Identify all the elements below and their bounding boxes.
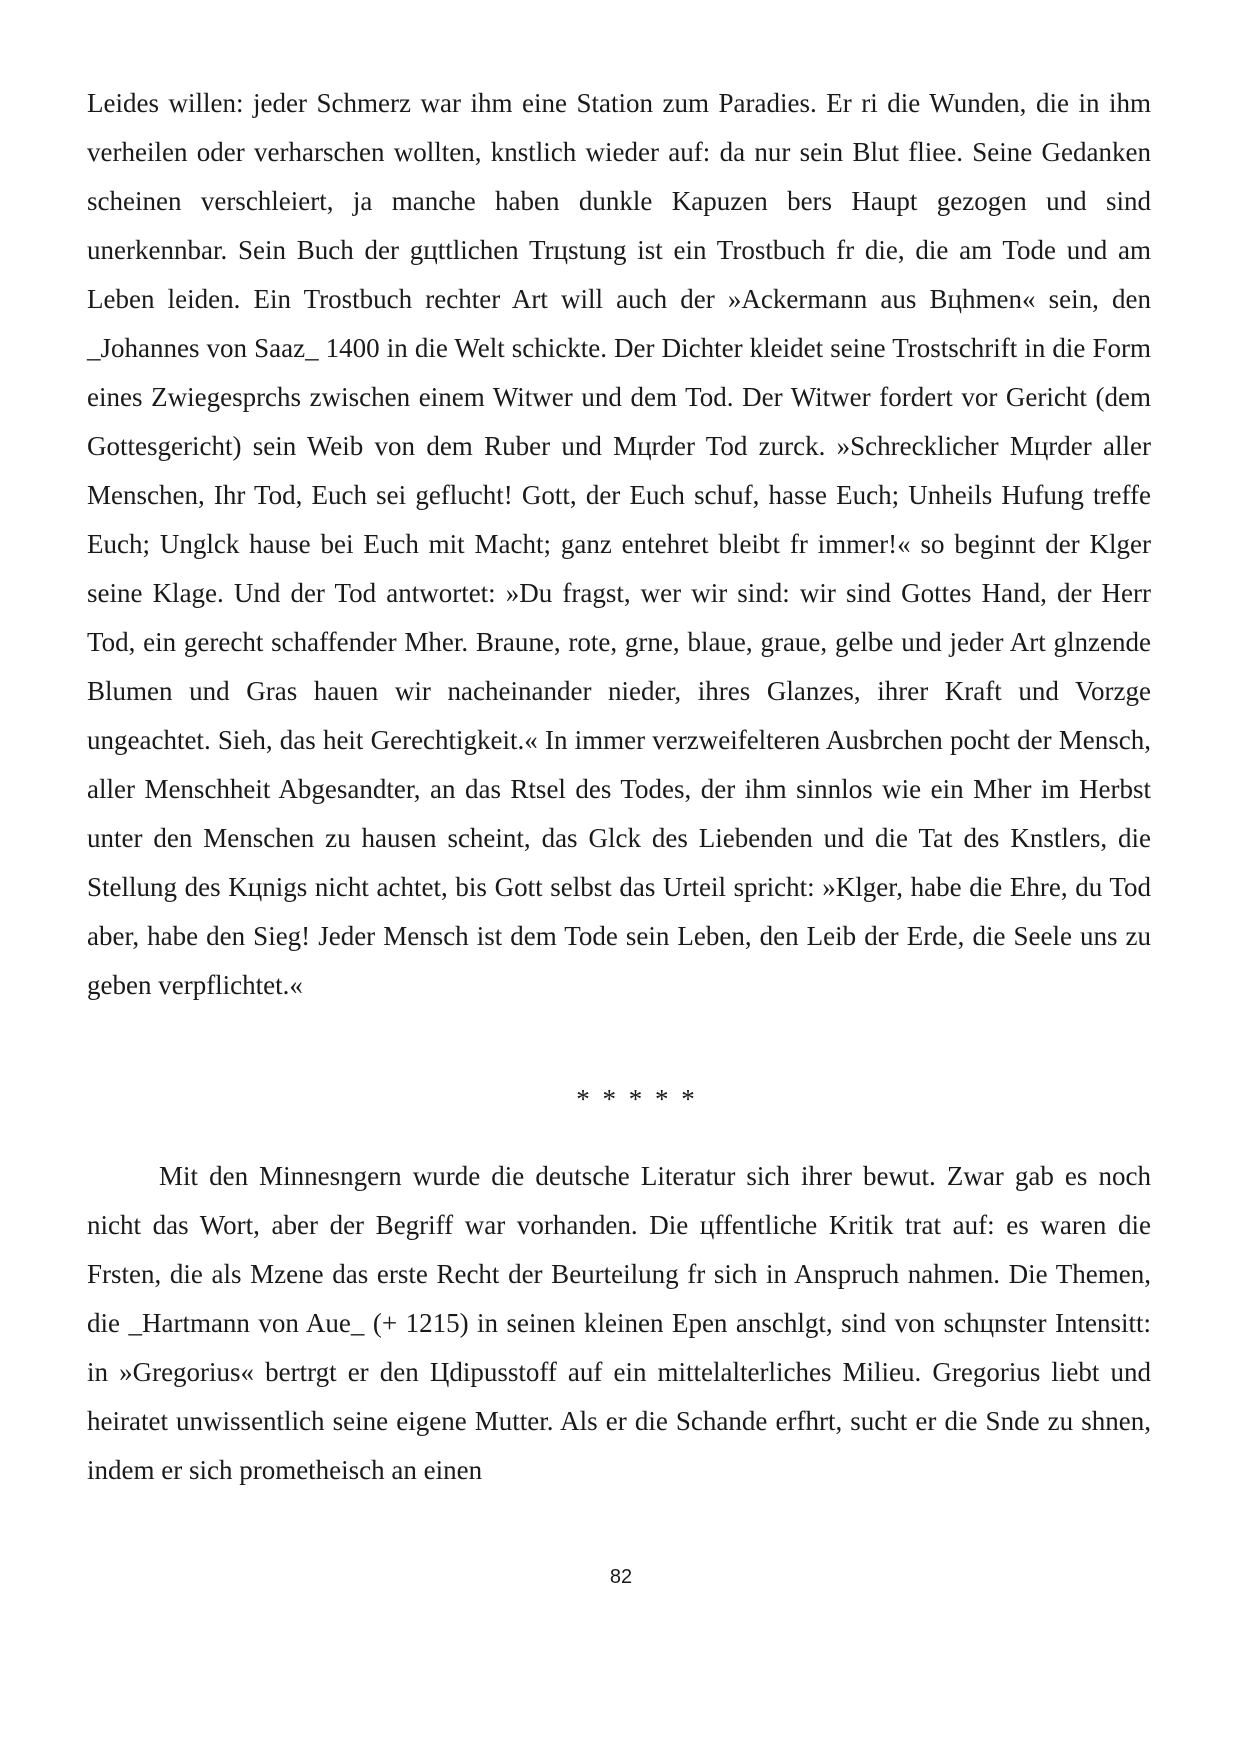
page-number: 82 [609, 1566, 633, 1588]
body-paragraph-1: Leides willen: jeder Schmerz war ihm eine Station zum Paradies. Er ri die Wunden, die in ihm verheilen oder verharschen wollten, knstlich wieder auf: da nur sein Blut fliee. Seine Gedanken scheinen verschleiert, ja manche haben dunkle Kapuzen bers Haupt gezogen und sind unerkennbar. Sein Buch der gцttlichen Trцstung ist ein Trostbuch fr die, die am Tode und am Leben leiden. Ein Trostbuch rechter Art will auch der »Ackermann aus Bцhmen« sein, den _Johannes von Saaz_ 1400 in die Welt schickte. Der Dichter kleidet seine Trostschrift in die Form eines Zwiegesprchs zwischen einem Witwer und dem Tod. Der Witwer fordert vor Gericht (dem Gottesgericht) sein Weib von dem Ruber und Mцrder Tod zurck. »Schrecklicher Mцrder aller Menschen, Ihr Tod, Euch sei geflucht! Gott, der Euch schuf, hasse Euch; Unheils Hufung treffe Euch; Unglck hause bei Euch mit Macht; ganz entehret bleibt fr immer!« so beginnt der Klger seine Klage. Und der Tod antwortet: »Du fragst, wer wir sind: wir sind Gottes Hand, der Herr Tod, ein gerecht schaffender Mher. Braune, rote, grne, blaue, graue, gelbe und jeder Art glnzende Blumen und Gras hauen wir nacheinander nieder, ihres Glanzes, ihrer Kraft und Vorzge ungeachtet. Sieh, das heit Gerechtigkeit.« In immer verzweifelteren Ausbrchen pocht der Mensch, aller Menschheit Abgesandter, an das Rtsel des Todes, der ihm sinnlos wie ein Mher im Herbst unter den Menschen zu hausen scheint, das Glck des Liebenden und die Tat des Knstlers, die Stellung des Kцnigs nicht achtet, bis Gott selbst das Urteil spricht: »Klger, habe die Ehre, du Tod aber, habe den Sieg! Jeder Mensch ist dem Tode sein Leben, den Leib der Erde, die Seele uns zu geben verpflichtet.« [87, 88, 1151, 1000]
section-separator: * * * * * [576, 1084, 698, 1114]
body-paragraph-2: Mit den Minnesngern wurde die deutsche Literatur sich ihrer bewut. Zwar gab es noch nicht das Wort, aber der Begriff war vorhanden. Die цffentliche Kritik trat auf: es waren die Frsten, die als Mzene das erste Recht der Beurteilung fr sich in Anspruch nahmen. Die Themen, die _Hartmann von Aue_ (+ 1215) in seinen kleinen Epen anschlgt, sind von schцnster Intensitt: in »Gregorius« bertrgt er den Цdipusstoff auf ein mittelalterliches Milieu. Gregorius liebt und heiratet unwissentlich seine eigene Mutter. Als er die Schande erfhrt, sucht er die Snde zu shnen, indem er sich prometheisch an einen [87, 1161, 1151, 1485]
